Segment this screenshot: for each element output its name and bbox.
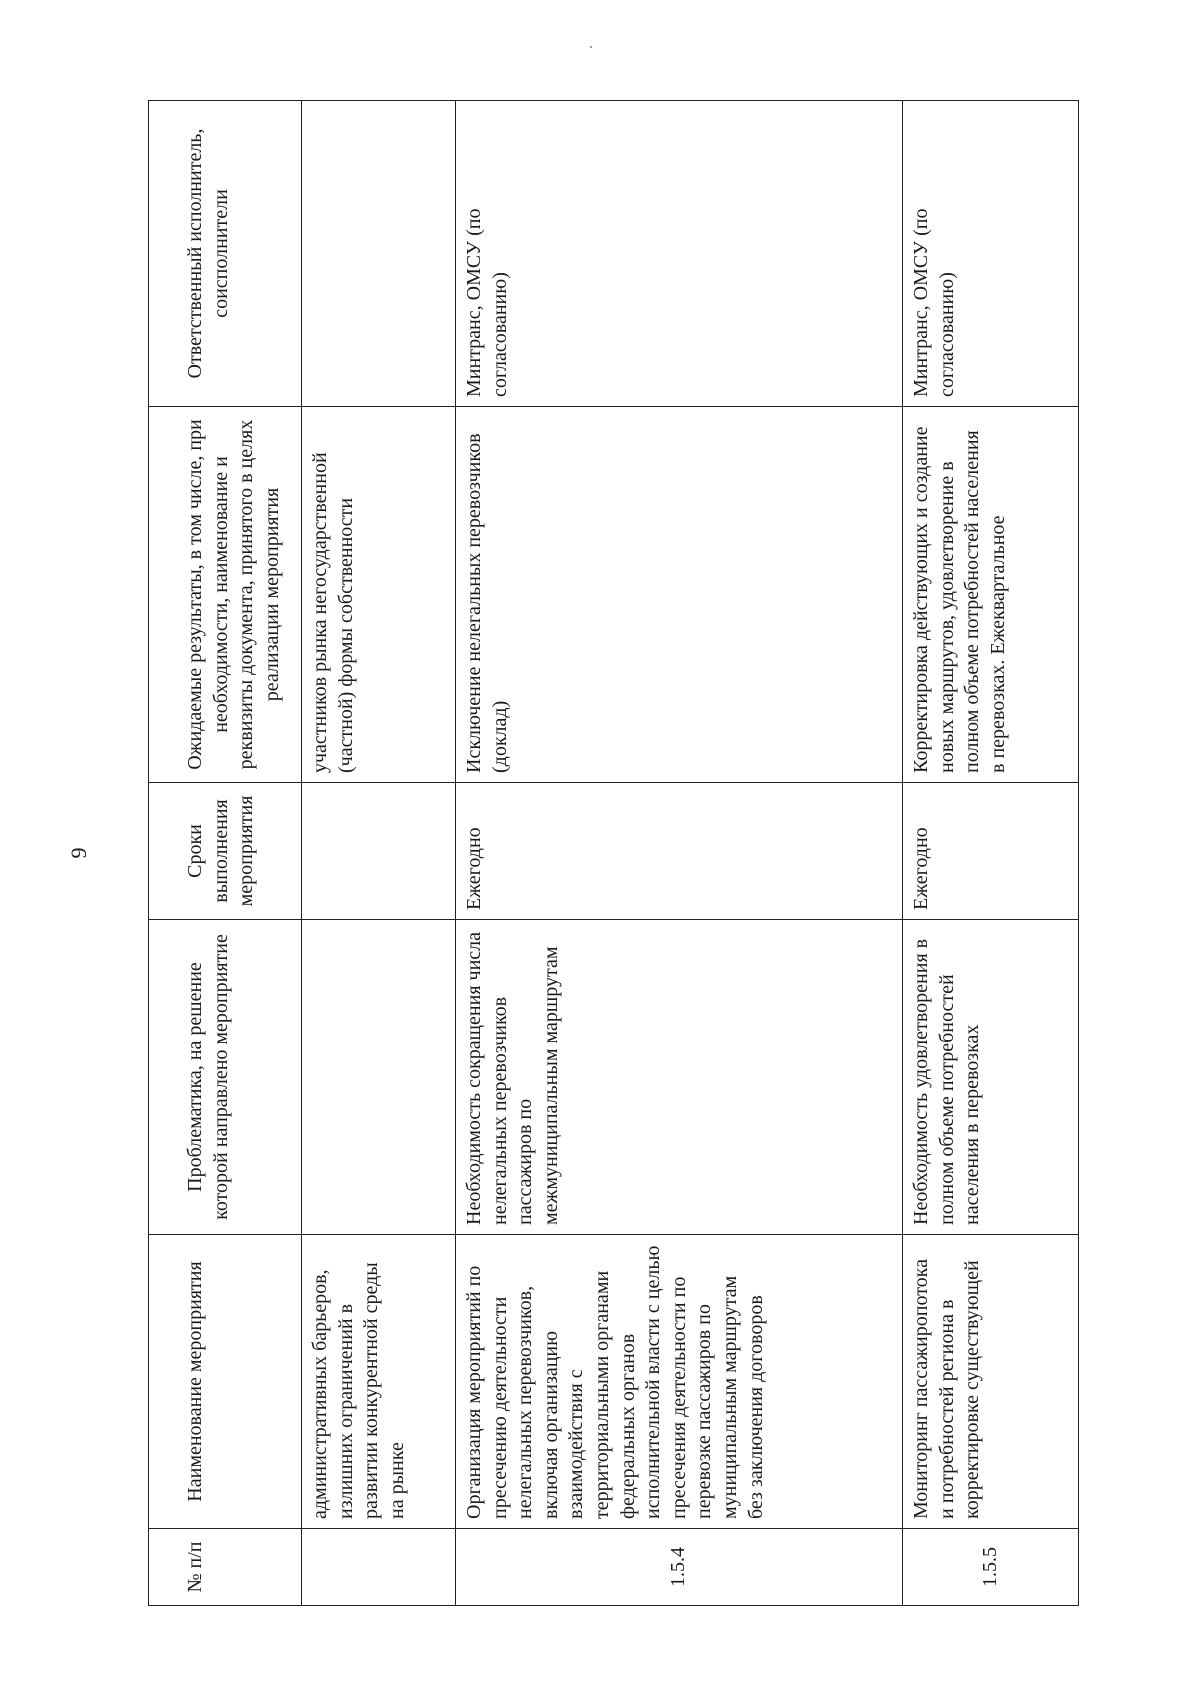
header-term: Сроки выполнения мероприятия: [149, 783, 302, 920]
cell-num: 1.5.5: [903, 1529, 1079, 1606]
header-name: Наименование мероприятия: [149, 1235, 302, 1529]
header-num: № п/п: [149, 1529, 302, 1606]
table-header-row: [149, 101, 302, 1606]
header-problem: Проблематика, на решение которой направлено мероприятие: [149, 920, 302, 1235]
cell-name: Организация мероприятий по пресечению деятельности нелегальных перевозчиков, включая организацию взаимодействия с территориальными органами федеральных органов исполнительной власти с целью пресечения деятельности по перевозке пассажиров по муниципальным маршрутам без заключения договоров: [456, 1235, 903, 1529]
page-number: 9: [66, 847, 91, 859]
cell-term: Ежегодно: [903, 783, 1079, 920]
table-row: [456, 101, 903, 1606]
cell-num: [302, 1529, 456, 1606]
cell-name: Мониторинг пассажиропотока и потребностей региона в корректировке существующей: [903, 1235, 1079, 1529]
rotated-table-wrapper: [148, 101, 1078, 1606]
cell-term: [302, 783, 456, 920]
cell-responsible: [302, 101, 456, 407]
table-row: [903, 101, 1079, 1606]
cell-result: Исключение нелегальных перевозчиков (доклад): [456, 407, 903, 783]
table-row: [302, 101, 456, 1606]
header-responsible: Ответственный исполнитель, соисполнители: [149, 101, 302, 407]
cell-problem: Необходимость удовлетворения в полном объеме потребностей населения в перевозках: [903, 920, 1079, 1235]
events-table: [148, 100, 1079, 1606]
cell-term: Ежегодно: [456, 783, 903, 920]
cell-result: участников рынка негосударственной (частной) формы собственности: [302, 407, 456, 783]
cell-responsible: Минтранс, ОМСУ (по согласованию): [903, 101, 1079, 407]
cell-num: 1.5.4: [456, 1529, 903, 1606]
scan-speck: [590, 46, 592, 48]
cell-problem: Необходимость сокращения числа нелегальных перевозчиков пассажиров по межмуниципальным маршрутам: [456, 920, 903, 1235]
header-result: Ожидаемые результаты, в том числе, при необходимости, наименование и реквизиты документа, принятого в целях реализации мероприятия: [149, 407, 302, 783]
cell-responsible: Минтранс, ОМСУ (по согласованию): [456, 101, 903, 407]
cell-name: административных барьеров, излишних ограничений в развитии конкурентной среды на рынке: [302, 1235, 456, 1529]
cell-result: Корректировка действующих и создание новых маршрутов, удовлетворение в полном объеме потребностей населения в перевозках. Ежеквартальное: [903, 407, 1079, 783]
cell-problem: [302, 920, 456, 1235]
